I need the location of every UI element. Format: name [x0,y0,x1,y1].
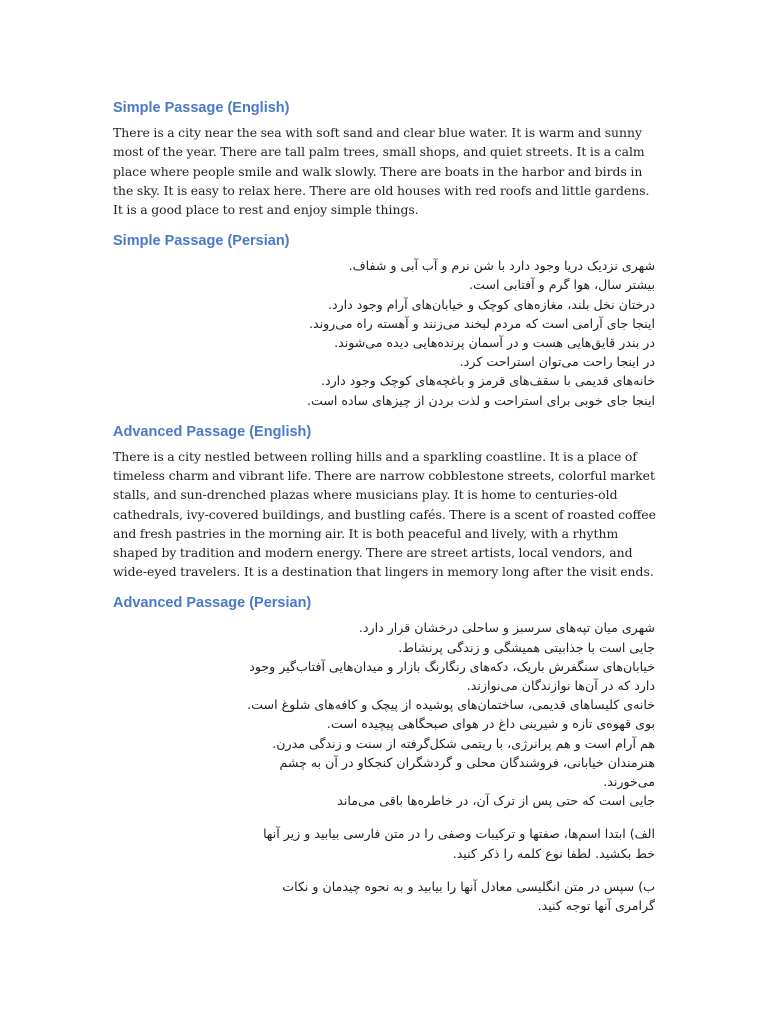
simple-persian-passage [113,256,658,410]
persian-line: اینجا جای آرامی است که مردم لبخند می‌زنند و آهسته راه می‌روند. [308,315,655,331]
instruction-line: الف) ابتدا اسم‌ها، صفتها و ترکیبات وصفی را در متن فارسی بیابید و زیر آنها [263,826,655,842]
advanced-english-heading: Advanced Passage (English) [113,423,312,440]
persian-line: جایی است با جذابیتی همیشگی و زندگی پرنشاط. [398,639,655,655]
instruction-line: ب) سپس در متن انگلیسی معادل آنها را بیابید و به نحوه چیدمان و نکات [282,878,655,894]
simple-english-passage: There is a city near the sea with soft sand and clear blue water. It is warm and sunny most of the year. There are tall palm trees, small shops, and quiet streets. It is a calm place where people smile and walk slowly. There are boats in the harbor and birds in the sky. It is easy to relax here. There are old houses with red roofs and little gardens. It is a good place to rest and enjoy simple things. [113,125,650,217]
persian-line: جایی است که حتی پس از ترک آن، در خاطره‌ها باقی می‌ماند [337,793,655,809]
persian-line: خانه‌ی کلیساهای قدیمی، ساختمان‌های پوشیده از پیچک و کافه‌های شلوغ است. [247,697,655,713]
advanced-english-passage: There is a city nestled between rolling hills and a sparkling coastline. It is a place of timeless charm and vibrant life. There are narrow cobblestone streets, colorful market stalls, and sun-drenched plazas where musicians play. It is home to centuries-old cathedrals, ivy-covered buildings, and bustling cafés. There is a scent of roasted coffee and fresh pastries in the morning air. It is both peaceful and lively, with a rhythm shaped by tradition and modern energy. There are street artists, local vendors, and wide-eyed travelers. It is a destination that lingers in memory long after the visit ends. [113,449,656,579]
persian-line: بیشتر سال، هوا گرم و آفتابی است. [469,277,655,293]
persian-line: اینجا جای خوبی برای استراحت و لذت بردن از چیزهای ساده است. [306,392,655,408]
persian-line: شهری میان تپه‌های سرسبز و ساحلی درخشان قرار دارد. [358,620,655,636]
persian-line: شهری نزدیک دریا وجود دارد با شن نرم و آب آبی و شفاف. [348,258,655,274]
persian-line: دارد که در آن‌ها نوازندگان می‌نوازند. [466,677,655,693]
persian-line: درختان نخل بلند، مغازه‌های کوچک و خیابان‌های آرام وجود دارد. [327,296,655,312]
persian-line: خانه‌های قدیمی با سقف‌های قرمز و باغچه‌های کوچک وجود دارد. [320,373,655,389]
persian-line: هنرمندان خیابانی، فروشندگان محلی و گردشگران کنجکاو در آن به چشم [279,754,655,770]
persian-line: در اینجا راحت می‌توان استراحت کرد. [459,354,655,370]
instruction-line: گرامری آنها توجه کنید. [537,897,655,913]
simple-persian-heading: Simple Passage (Persian) [113,232,290,249]
instruction-b [113,877,658,915]
persian-line: هم آرام است و هم پرانرژی، با ریتمی شکل‌گرفته از سنت و زندگی مدرن. [272,735,655,751]
persian-line: بوی قهوه‌ی تازه و شیرینی داغ در هوای صبحگاهی پیچیده است. [326,716,655,732]
advanced-persian-passage [113,618,658,810]
document-content [113,100,658,929]
simple-english-heading: Simple Passage (English) [113,100,290,116]
persian-line: می‌خورند. [603,773,655,789]
persian-line: خیابان‌های سنگفرش باریک، دکه‌های رنگارنگ بازار و میدان‌هایی آفتاب‌گیر وجود [249,658,655,674]
instruction-a [113,824,658,862]
persian-line: در بندر قایق‌هایی هست و در آسمان پرنده‌هایی دیده می‌شوند. [334,335,655,351]
advanced-persian-heading: Advanced Passage (Persian) [113,594,312,611]
instruction-line: خط بکشید. لطفا نوع کلمه را ذکر کنید. [452,845,655,861]
